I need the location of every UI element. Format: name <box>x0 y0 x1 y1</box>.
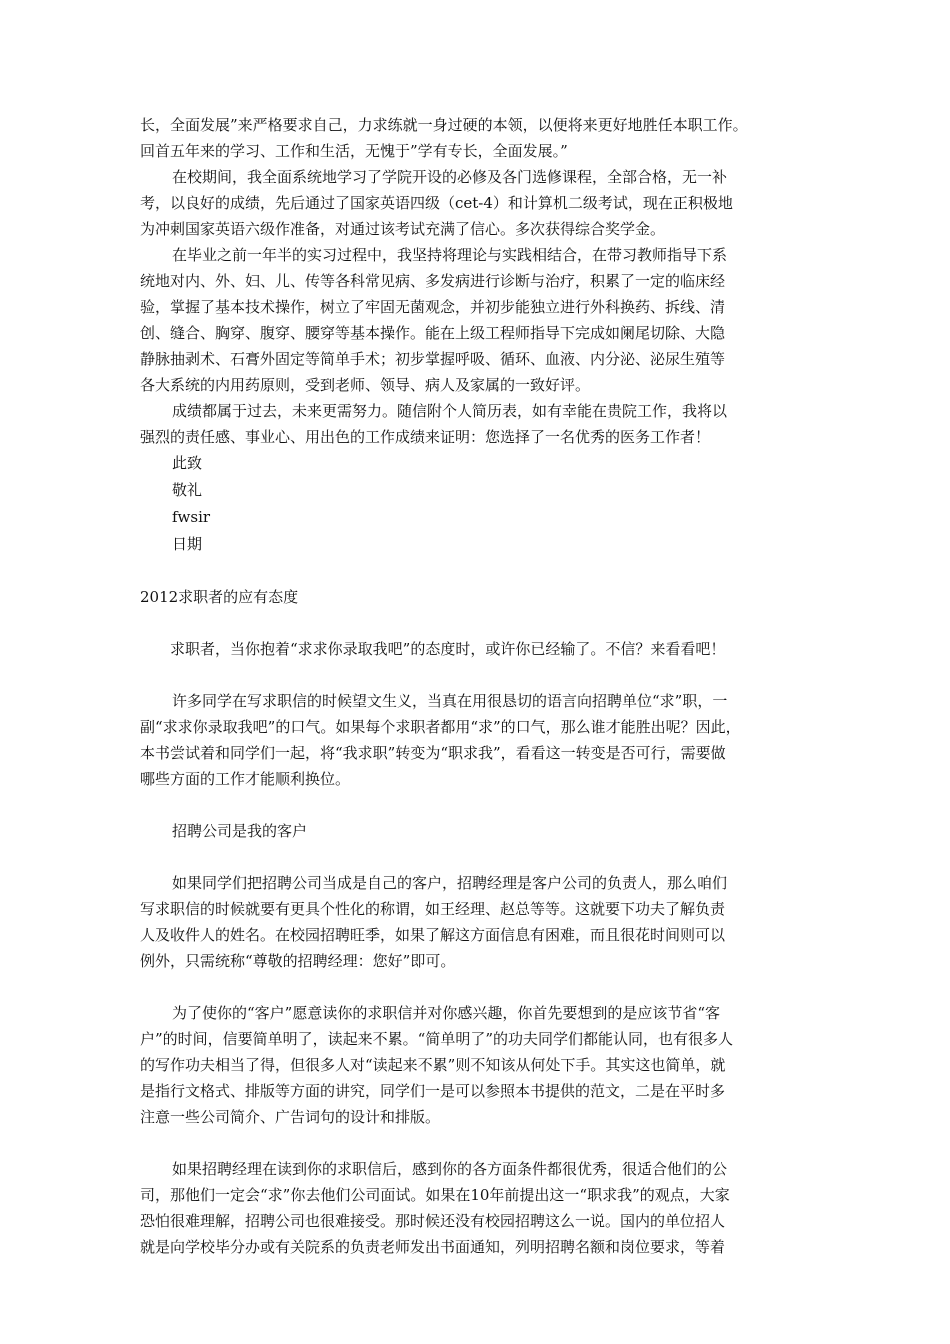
text-line: 户”的时间，信要简单明了，读起来不累。“简单明了”的功夫同学们都能认同，也有很多人 <box>140 1030 734 1048</box>
letter-paragraph-3 <box>140 242 820 398</box>
text-line: 恐怕很难理解，招聘公司也很难接受。那时候还没有校园招聘这么一说。国内的单位招人 <box>140 1212 726 1230</box>
text-line: 回首五年来的学习、工作和生活，无愧于”学有专长，全面发展。” <box>140 142 568 160</box>
letter-paragraph-2 <box>140 164 820 242</box>
article-intro: 求职者，当你抱着“求求你录取我吧”的态度时，或许你已经输了。不信？来看看吧！ <box>170 640 726 658</box>
text-line: 统地对内、外、妇、儿、传等各科常见病、多发病进行诊断与治疗，积累了一定的临床经 <box>140 272 726 290</box>
text-line: 副“求求你录取我吧”的口气。如果每个求职者都用“求”的口气，那么谁才能胜出呢？因此， <box>140 718 741 736</box>
text-line: 验，掌握了基本技术操作，树立了牢固无菌观念，并初步能独立进行外科换药、拆线、清 <box>140 298 726 316</box>
text-line: 在毕业之前一年半的实习过程中，我坚持将理论与实践相结合，在带习教师指导下系 <box>172 246 728 264</box>
text-line: 在校期间，我全面系统地学习了学院开设的必修及各门选修课程，全部合格，无一补 <box>172 168 728 186</box>
text-line: 为了使你的“客户”愿意读你的求职信并对你感兴趣，你首先要想到的是应该节省“客 <box>172 1004 721 1022</box>
text-line: 为冲刺国家英语六级作准备，对通过该考试充满了信心。多次获得综合奖学金。 <box>140 220 666 238</box>
text-line: 静脉抽剥术、石膏外固定等简单手术；初步掌握呼吸、循环、血液、内分泌、泌尿生殖等 <box>140 350 726 368</box>
article-paragraph-4 <box>140 1156 820 1260</box>
closing-date: 日期 <box>172 535 203 553</box>
text-line: 成绩都属于过去，未来更需努力。随信附个人简历表，如有幸能在贵院工作，我将以 <box>172 402 728 420</box>
article-title: 2012求职者的应有态度 <box>140 588 299 606</box>
text-line: 本书尝试着和同学们一起，将“我求职”转变为“职求我”，看看这一转变是否可行，需要做 <box>140 744 726 762</box>
text-line: 写求职信的时候就要有更具个性化的称谓，如王经理、赵总等等。这就要下功夫了解负责 <box>140 900 726 918</box>
text-line: 考，以良好的成绩，先后通过了国家英语四级（cet-4）和计算机二级考试，现在正积极地 <box>140 194 733 212</box>
text-line: 例外，只需统称“尊敬的招聘经理：您好”即可。 <box>140 952 456 970</box>
article-paragraph-2 <box>140 870 820 974</box>
closing-salutation: 此致 <box>172 454 203 472</box>
text-line: 是指行文格式、排版等方面的讲究，同学们一是可以参照本书提供的范文，二是在平时多 <box>140 1082 726 1100</box>
text-line: 如果同学们把招聘公司当成是自己的客户，招聘经理是客户公司的负责人，那么咱们 <box>172 874 728 892</box>
letter-paragraph-1 <box>140 112 820 164</box>
letter-closing <box>140 450 820 558</box>
text-line: 强烈的责任感、事业心、用出色的工作成绩来证明：您选择了一名优秀的医务工作者！ <box>140 428 711 446</box>
closing-regards: 敬礼 <box>172 481 203 499</box>
closing-signature: fwsir <box>172 508 211 526</box>
text-line: 许多同学在写求职信的时候望文生义，当真在用很恳切的语言向招聘单位“求”职，一 <box>172 692 728 710</box>
text-line: 司，那他们一定会“求”你去他们公司面试。如果在10年前提出这一“职求我”的观点，大家 <box>140 1186 730 1204</box>
text-line: 哪些方面的工作才能顺利换位。 <box>140 770 351 788</box>
text-line: 人及收件人的姓名。在校园招聘旺季，如果了解这方面信息有困难，而且很花时间则可以 <box>140 926 726 944</box>
article-subheading: 招聘公司是我的客户 <box>172 822 308 840</box>
document-page <box>140 112 820 1260</box>
article-paragraph-1 <box>140 688 820 792</box>
article-paragraph-3 <box>140 1000 820 1130</box>
text-line: 的写作功夫相当了得，但很多人对“读起来不累”则不知该从何处下手。其实这也简单，就 <box>140 1056 726 1074</box>
text-line: 注意一些公司简介、广告词句的设计和排版。 <box>140 1108 441 1126</box>
text-line: 长，全面发展”来严格要求自己，力求练就一身过硬的本领，以便将来更好地胜任本职工作。 <box>140 116 748 134</box>
letter-paragraph-4 <box>140 398 820 450</box>
text-line: 就是向学校毕分办或有关院系的负责老师发出书面通知，列明招聘名额和岗位要求，等着 <box>140 1238 726 1256</box>
text-line: 创、缝合、胸穿、腹穿、腰穿等基本操作。能在上级工程师指导下完成如阑尾切除、大隐 <box>140 324 726 342</box>
text-line: 各大系统的内用药原则，受到老师、领导、病人及家属的一致好评。 <box>140 376 591 394</box>
text-line: 如果招聘经理在读到你的求职信后，感到你的各方面条件都很优秀，很适合他们的公 <box>172 1160 728 1178</box>
